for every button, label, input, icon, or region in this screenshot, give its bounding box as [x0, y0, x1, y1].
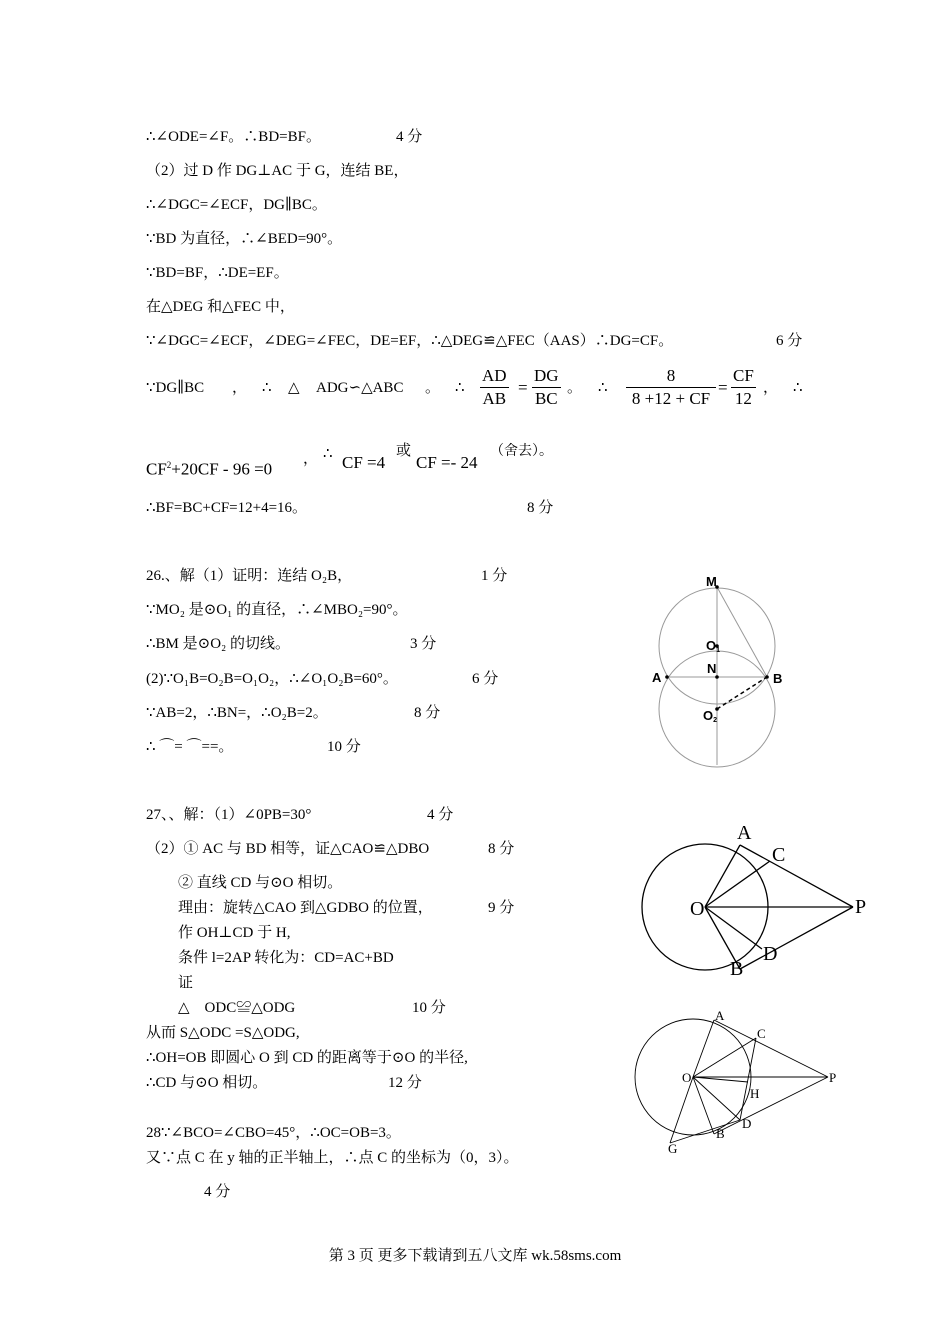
- text-comma: ，: [303, 451, 319, 467]
- equation-cf: CF: [146, 459, 167, 479]
- text-line: ∴OH=OB 即圆心 O 到 CD 的距离等于⊙O 的半径,: [146, 1050, 468, 1066]
- text-line: 作 OH⊥CD 于 H,: [178, 925, 291, 941]
- text-line: 条件 l=2AP 转化为：CD=AC+BD: [178, 950, 394, 966]
- therefore-symbol: ∴: [323, 446, 333, 462]
- text-line: △ ODC≌△ODG: [178, 1000, 296, 1016]
- figure-27-proof-diagram: [630, 1000, 850, 1160]
- score: 4 分: [427, 807, 454, 823]
- denominator: BC: [532, 387, 561, 410]
- therefore-symbol: ∴: [455, 380, 465, 396]
- label-o: O: [682, 1070, 692, 1085]
- denominator: AB: [480, 387, 509, 410]
- label-p: P: [855, 896, 867, 918]
- text-line: ∵∠DGC=∠ECF，∠DEG=∠FEC，DE=EF，∴△DEG≌△FEC（AAS）∴DG=CF。: [146, 333, 674, 349]
- label-b: B: [716, 1126, 725, 1141]
- label-b: B: [730, 958, 744, 980]
- text-line: (2)∵O₁B=O₂B=O₁O₂，∴∠O₁O₂B=60°。: [146, 671, 398, 687]
- score: 12 分: [388, 1075, 422, 1091]
- text-line: 理由：旋转△CAO 到△GDBO 的位置，: [178, 900, 433, 916]
- fraction-8-over-sum: [626, 365, 716, 410]
- label-d: D: [742, 1116, 752, 1131]
- text-line: ∴BF=BC+CF=12+4=16。: [146, 500, 308, 516]
- therefore-symbol: ∴: [262, 380, 272, 396]
- superscript: 2: [166, 460, 172, 470]
- text-line: 又∵点 C 在 y 轴的正半轴上，∴点 C 的坐标为（0，3）。: [146, 1150, 519, 1166]
- label-a: A: [652, 670, 662, 685]
- score: 8 分: [527, 500, 554, 516]
- text-line: ∴ ⌒= ⌒==。: [146, 739, 234, 755]
- score: 3 分: [410, 636, 437, 652]
- score: 10 分: [412, 1000, 446, 1016]
- label-g: G: [668, 1141, 678, 1156]
- score: 10 分: [327, 739, 361, 755]
- label-o2: O2: [703, 708, 718, 724]
- score: 9 分: [488, 900, 515, 916]
- text-line: ∵DG∥BC: [146, 380, 205, 396]
- text-line: ∴CD 与⊙O 相切。: [146, 1075, 268, 1091]
- text-line: ∴∠DGC=∠ECF，DG∥BC。: [146, 197, 327, 213]
- equals-sign: =: [518, 378, 528, 397]
- therefore-symbol: ∴: [598, 380, 608, 396]
- text-comma: ，: [232, 380, 248, 396]
- text-or: 或: [396, 443, 412, 459]
- score: 1 分: [481, 568, 508, 584]
- label-m: M: [706, 574, 717, 589]
- text-line: 在△DEG 和△FEC 中，: [146, 299, 295, 315]
- numerator: 8: [666, 366, 676, 385]
- text-line: 从而 S△ODC =S△ODG,: [146, 1025, 300, 1041]
- fraction-cf-12: [731, 365, 756, 410]
- text-line: 证: [178, 975, 194, 991]
- text-period: 。: [567, 380, 583, 396]
- text-discard: （舍去）。: [490, 444, 553, 459]
- score: 4 分: [204, 1184, 231, 1200]
- therefore-symbol: ∴: [793, 380, 803, 396]
- label-c: C: [757, 1026, 766, 1041]
- numerator: CF: [733, 366, 754, 385]
- text-line: ② 直线 CD 与⊙O 相切。: [178, 875, 343, 891]
- score: 8 分: [488, 841, 515, 857]
- label-c: C: [772, 844, 786, 866]
- denominator: 12: [731, 387, 756, 410]
- fraction-dg-bc: [532, 365, 561, 410]
- text-line: ∴∠ODE=∠F。∴BD=BF。: [146, 129, 321, 145]
- text-line: ∵BD 为直径，∴∠BED=90°。: [146, 231, 343, 247]
- equation-rest: +20CF - 96 =0: [171, 459, 273, 479]
- label-a: A: [715, 1008, 725, 1023]
- text-line: ∵BD=BF，∴DE=EF。: [146, 265, 289, 281]
- label-h: H: [750, 1086, 760, 1101]
- denominator: 8 +12 + CF: [626, 387, 716, 410]
- equals-sign: =: [718, 378, 728, 397]
- score: 6 分: [472, 671, 499, 687]
- label-o1: O1: [706, 638, 721, 654]
- equation-cf-4: CF =4: [342, 453, 386, 472]
- label-o: O: [690, 898, 705, 920]
- label-n: N: [707, 661, 717, 676]
- triangle-symbol: △: [288, 380, 300, 396]
- text-line: （2）① AC 与 BD 相等，证△CAO≌△DBO: [146, 841, 430, 857]
- text-line: ∵MO₂ 是⊙O₁ 的直径，∴∠MBO₂=90°。: [146, 602, 408, 618]
- text-line: 26.、解（1）证明：连结 O₂B，: [146, 568, 353, 584]
- label-d: D: [763, 943, 778, 965]
- numerator: DG: [534, 366, 559, 385]
- text-line: ∵AB=2，∴BN=，∴O₂B=2。: [146, 705, 328, 721]
- equation-quadratic: [146, 455, 272, 480]
- equation-cf-neg24: CF =- 24: [416, 453, 478, 472]
- label-b: B: [773, 671, 783, 686]
- text-line: ∴BM 是⊙O₂ 的切线。: [146, 636, 291, 652]
- page-footer: 第 3 页 更多下载请到五八文库 wk.58sms.com: [328, 1248, 622, 1264]
- text-comma: ，: [763, 380, 779, 396]
- score: 4 分: [396, 129, 423, 145]
- text-line: ADG∽△ABC: [316, 380, 404, 396]
- text-line: （2）过 D 作 DG⊥AC 于 G，连结 BE，: [146, 163, 409, 179]
- figure-27-tangent-circle: [630, 815, 890, 985]
- figure-26-two-circles: [640, 565, 800, 775]
- score: 6 分: [776, 333, 803, 349]
- score: 8 分: [414, 705, 441, 721]
- numerator: AD: [482, 366, 507, 385]
- label-p: P: [829, 1070, 837, 1085]
- text-line: 27、、解：（1）∠0PB=30°: [146, 807, 312, 823]
- fraction-ad-ab: [480, 365, 509, 410]
- text-line: 28∵∠BCO=∠CBO=45°，∴OC=OB=3。: [146, 1125, 401, 1141]
- text-period: 。: [425, 380, 441, 396]
- label-a: A: [737, 822, 752, 844]
